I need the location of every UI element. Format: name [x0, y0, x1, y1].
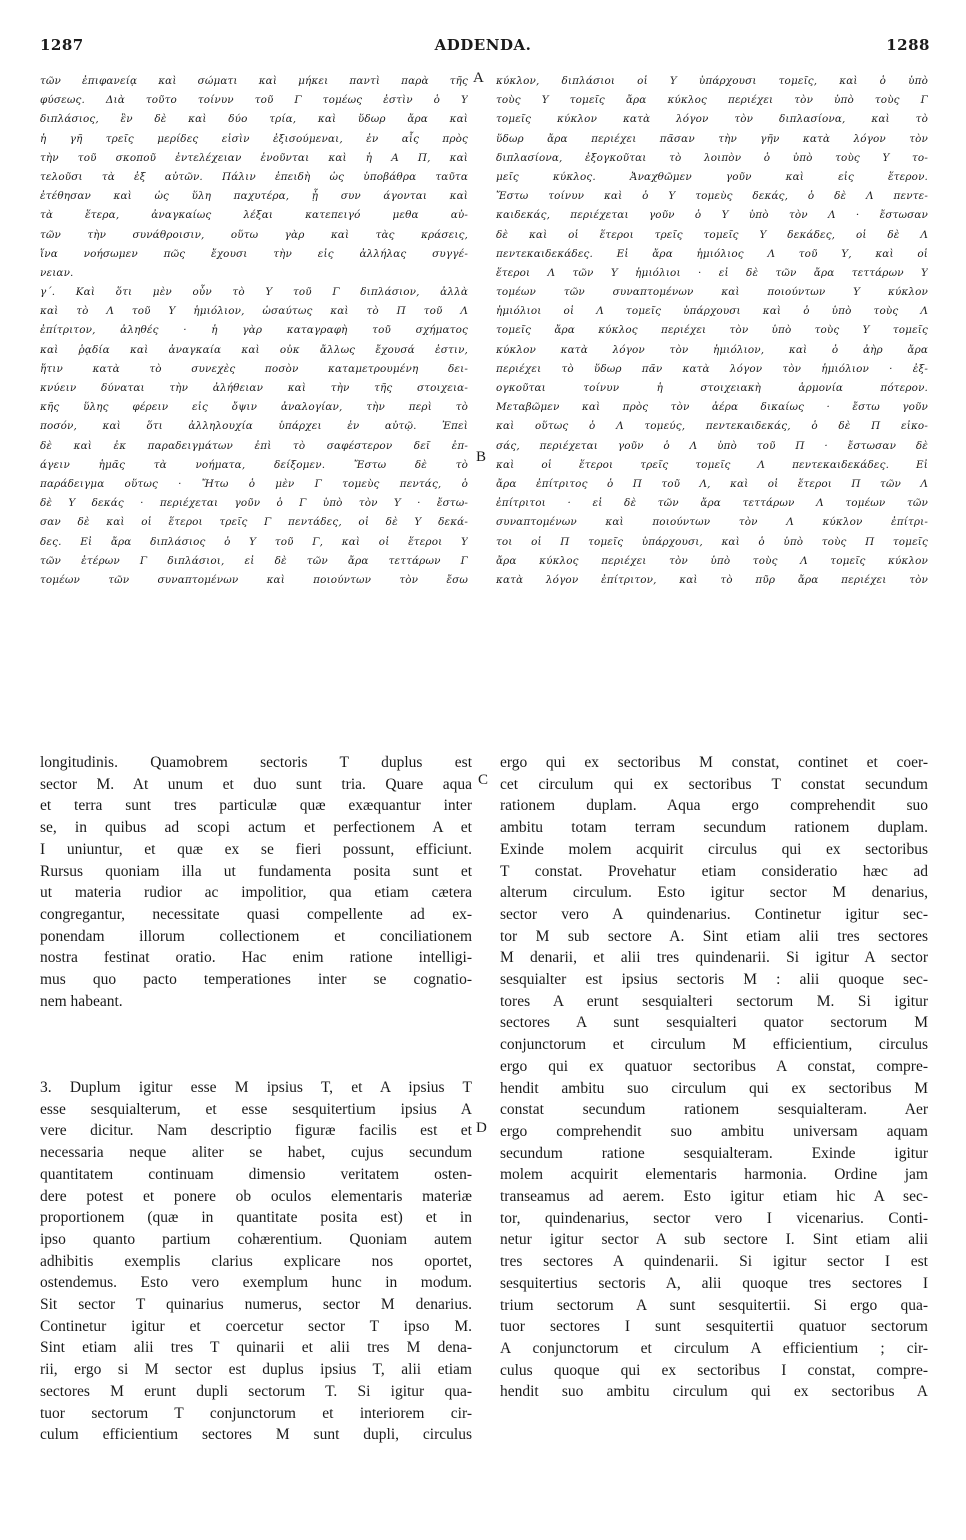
text-line: τὰ ἕτερα, ἀναγκαίως λέξαι κατεπειγό μεθα αὐ- — [40, 209, 468, 222]
text-line: ἡ γῆ τρεῖς μερίδες εἰσὶν ἐξισούμεναι, ἐν αἷς πρὸς — [40, 132, 468, 145]
text-line: dere potest et ponere ob oculos elementaris materiæ — [40, 1187, 472, 1205]
text-line: tres sectores A quindenarii. Si igitur sector I est — [500, 1253, 928, 1271]
text-line: τὴν τοῦ σκοποῦ ἐντελέχειαν ἑνοῦνται καὶ ἡ Α Π, καὶ — [40, 151, 468, 164]
text-line: ἐπίτριτον, ἀληθές · ἡ γὰρ καταγραφὴ τοῦ σχήματος — [40, 324, 468, 337]
text-line: δὲ καὶ οἱ ἕτεροι τρεῖς τομεῖς Υ δεκάδες, οἱ δὲ Λ — [496, 228, 928, 241]
text-line: τομεῖς κύκλον κατὰ λόγον τὸν διπλασίονα, καὶ τὸ — [496, 113, 928, 126]
text-line: πεντεκαιδεκάδες. Εἰ ἄρα ἡμιόλιος Λ τοῦ Υ, καὶ οἱ — [496, 247, 928, 260]
text-line: καὶ ῥᾳδία καὶ ἀναγκαία καὶ οὐκ ἄλλως ἔχουσά ἐστιν, — [40, 343, 468, 356]
greek-column-left — [40, 72, 468, 590]
text-line: κύκλον κατὰ λόγον τὸν ἡμιόλιον, καὶ ὁ ἀὴρ ἄρα — [496, 343, 928, 356]
text-line: ergo qui ex quatuor sectoribus A constat, compre- — [500, 1057, 928, 1075]
text-line: Rursus quoniam illa ut fundamenta posita sunt et — [40, 862, 472, 880]
text-line: τοὺς Υ τομεῖς ἄρα κύκλος περιέχει τὸν ὑπὸ τοὺς Γ — [496, 94, 928, 107]
text-line: transeamus ad aerem. Esto igitur etiam hic A sec- — [500, 1188, 928, 1206]
text-line: τῶν ἑτέρων Γ διπλάσιοι, εἰ δὲ τῶν ἄρα τεττάρων Γ — [40, 554, 468, 567]
text-line: ἵνα νοήσωμεν πῶς ἔχουσι τὴν εἰς ἀλλήλας συγγέ- — [40, 247, 468, 260]
text-line: Exinde molem acquirit circulus qui ex sectoribus — [500, 840, 928, 858]
text-line: tuor sectores I sunt sesquitertii quatuor sectorum — [500, 1318, 928, 1336]
text-line: esse sesquialterum, et esse sesquitertium ipsius A — [40, 1100, 472, 1118]
text-line: nem habeant. — [40, 992, 123, 1010]
text-line: παράδειγμα οὕτως · Ἤτω ὁ μὲν Γ τομεὺς πεντάς, ὁ — [40, 477, 468, 490]
text-line: νειαν. — [40, 266, 74, 279]
text-line: culum efficientium sectores M sunt dupli, circulus — [40, 1426, 472, 1444]
text-line: κῆς ὕλης φέρειν εἰς ὄψιν ἀναλογίαν, τὴν περὶ τὸ — [40, 401, 468, 414]
right-page-number: 1288 — [886, 36, 930, 54]
text-line: ἐτέθησαν καὶ ὡς ὕλη παχυτέρα, ᾗ συν άγονται καὶ — [40, 190, 468, 203]
text-line: τοι οἱ Π τομεῖς ὑπάρχουσι, καὶ ὁ ὑπὸ τοὺς Π τομεῖς — [496, 535, 928, 548]
text-line: alterum circulum. Esto igitur sector M denarius, — [500, 884, 928, 902]
text-line: vere dicitur. Nam descriptio figuræ facilis est et — [40, 1122, 472, 1140]
text-line: κύκλον, διπλάσιοι οἱ Υ ὑπάρχουσι τομεῖς, καὶ ὁ ὑπὸ — [496, 75, 928, 87]
text-line: μεῖς κύκλος. Ἀναχθῶμεν γοῦν καὶ εἰς ἕτερον. — [496, 170, 928, 183]
text-line: sector M. At unum et duo sunt tria. Quare aqua — [40, 775, 472, 793]
text-line: δὲ καὶ ἐκ παραδειγμάτων ἐπὶ τὸ σαφέστερον δεῖ ἐπ- — [40, 439, 468, 452]
text-line: ὕδωρ ἄρα περιέχει πᾶσαν τὴν γῆν κατὰ λόγον τὸν — [496, 132, 928, 145]
text-line: necessaria neque aliter se habet, cujus secundum — [40, 1144, 472, 1162]
text-line: τῶν ἐπιφανείᾳ καὶ σώματι καὶ μήκει παντὶ παρὰ τῆς — [40, 75, 468, 87]
text-line: κατὰ λόγον ἐπίτριτον, καὶ τὸ πῦρ ἄρα περιέχει τὸν — [496, 573, 928, 586]
text-line: hendit ambitu suo circulum qui ex sectoribus M — [500, 1079, 928, 1097]
text-line: trium sectorum A sunt sesquitertii. Si ergo qua- — [500, 1296, 928, 1314]
margin-letter-d: D — [476, 1120, 487, 1136]
text-line: tor, quindenarius, sector vero I vicenarius. Conti- — [500, 1209, 928, 1227]
text-line: ergo comprehendit suo ambitu universam aquam — [500, 1122, 928, 1140]
text-line: M denarii, et alii tres quindenarii. Si igitur A sector — [500, 949, 928, 967]
text-line: sectores M erunt dupli sectorum T. Si igitur qua- — [40, 1382, 472, 1400]
text-line: ipso quanto partium cohærentium. Quoniam autem — [40, 1230, 472, 1248]
text-line: sectores A sunt sesquialteri quator sectorum M — [500, 1014, 928, 1032]
text-line: ἄρα ἐπίτριτος ὁ Π τοῦ Λ, καὶ οἱ ἕτεροι Π τῶν Λ — [496, 477, 928, 490]
text-line: Sit sector T quinarius numerus, sector M denarius. — [40, 1296, 472, 1314]
text-line: ἕτεροι Λ τῶν Υ ἡμιόλιοι · εἰ δὲ τῶν ἄρα τεττάρων Υ — [496, 266, 928, 279]
text-line: se, in quibus ad scopi actum et perfectionem A et — [40, 819, 472, 837]
text-line: σάς, περιέχεται γοῦν ὁ Λ ὑπὸ τοῦ Π · ἔστωσαν δὲ — [496, 439, 928, 452]
text-line: σαν δὲ καὶ οἱ ἕτεροι τρεῖς Γ πεντάδες, οἱ δὲ Υ δεκά- — [40, 516, 468, 529]
text-line: tuor sectorum T conjunctorum et interiorem cir- — [40, 1404, 472, 1422]
text-line: proportionem (quæ in quantitate posita est) et in — [40, 1209, 472, 1227]
text-line: netur igitur sector A sub sectore I. Sint etiam alii — [500, 1231, 928, 1249]
text-line: T constat. Provehatur etiam consideratio hæc ad — [500, 862, 928, 880]
text-line: περιέχει τὸ ὕδωρ πᾶν κατὰ λόγον τὸν ἡμιόλιον · ἐξ- — [496, 362, 928, 375]
text-line: ογκοῦται τοίνυν ἡ στοιχειακὴ ἁρμονία πότερον. — [496, 382, 928, 394]
text-line: conjunctorum et circulum M efficientium, circulus — [500, 1036, 928, 1054]
text-line: et terra sunt tres particulæ quæ exæquantur inter — [40, 797, 472, 815]
text-line: tor M sub sectore A. Sint etiam alii tres sectores — [500, 927, 928, 945]
text-line: secundum ratione sesquialteram. Exinde igitur — [500, 1144, 928, 1162]
text-line: ambitu totam terram secundum rationem duplam. — [500, 819, 928, 837]
text-line: hendit suo ambitu circulum qui ex sectoribus A — [500, 1383, 928, 1401]
text-line: τελοῦσι τὰ ἐξ αὐτῶν. Πάλιν ἐπειδὴ ὡς ὑποβάθρα ταῦτα — [40, 170, 468, 183]
text-line: ut materia rudior ac impolitior, qua etiam cætera — [40, 884, 472, 902]
text-line: ἄρα κύκλος περιέχει τὸν ὑπὸ τοὺς Λ τομεῖς κύκλον — [496, 554, 928, 567]
text-line: sector vero A quindenarius. Continetur igitur sec- — [500, 905, 928, 923]
margin-letter-c: C — [478, 772, 489, 788]
text-line: τῶν τὴν συνάθροισιν, οὕτω γὰρ καὶ τὰς κράσεις, — [40, 228, 468, 241]
text-line: ostendemus. Esto vero exemplum hunc in modum. — [40, 1274, 472, 1292]
text-line: adhibitis exemplis clarius explicare nos oportet, — [40, 1252, 472, 1270]
text-line: συναπτομένων καὶ ποιούντων τὸν Λ κύκλον ἐπίτρι- — [496, 516, 928, 529]
text-line: nostra festinat oratio. Hac enim ratione intelligi- — [40, 949, 472, 967]
running-title: ADDENDA. — [434, 36, 532, 54]
text-line: φύσεως. Διὰ τοῦτο τοίνυν τοῦ Γ τομέως ἐστὶν ὁ Υ — [40, 94, 468, 107]
text-line: ποσόν, καὶ ὅτι ἀλληλουχία ὑπάρχει ἐν αὐτῷ. Ἐπεὶ — [40, 420, 468, 433]
text-line: 3. Duplum igitur esse M ipsius T, et A ipsius T — [40, 1079, 472, 1096]
text-line: I uniuntur, et quæ ex se fieri possunt, efficiunt. — [40, 840, 472, 858]
left-page-number: 1287 — [40, 36, 84, 54]
latin-paragraph-left-1 — [40, 752, 472, 1012]
text-line: ἡμιόλιοι οἱ Λ τομεῖς ὑπάρχουσι καὶ ὁ ὑπὸ τοὺς Λ — [496, 305, 928, 318]
text-line: congregantur, necessitate quasi compellente ad ex- — [40, 905, 472, 923]
greek-column-right — [496, 72, 928, 590]
text-line: longitudinis. Quamobrem sectoris T duplus est — [40, 754, 472, 771]
latin-column-right — [500, 752, 928, 1403]
text-line: γ΄. Καὶ ὅτι μὲν οὖν τὸ Υ τοῦ Γ διπλάσιον, ἀλλὰ — [40, 286, 468, 299]
text-line: quantitatem continuam dimensio veritatem osten- — [40, 1165, 472, 1183]
text-line: Sint etiam alii tres T quinarii et alii tres M dena- — [40, 1339, 472, 1357]
text-line: ponendam illorum collectionem et conciliationem — [40, 927, 472, 945]
margin-letter-b: B — [476, 449, 487, 465]
margin-letter-a: A — [473, 70, 484, 86]
text-line: δες. Εἰ ἄρα διπλάσιος ὁ Υ τοῦ Γ, καὶ οἱ ἕτεροι Υ — [40, 535, 468, 548]
text-line: A conjunctorum et circulum A efficientium ; cir- — [500, 1339, 928, 1357]
text-line: τομέων τῶν συναπτομένων καὶ ποιούντων Υ κύκλον — [496, 286, 928, 299]
text-line: καὶ οὕτως ὁ Λ τομεύς, πεντεκαιδεκάς, ὁ δὲ Π εἰκο- — [496, 420, 928, 433]
text-line: mus quo pacto temperationes inter se cognatio- — [40, 971, 472, 989]
text-line: τομεῖς ἄρα κύκλος περιέχει τὸν ὑπὸ τοὺς Υ τομεῖς — [496, 324, 928, 337]
text-line: Continetur igitur et coercetur sector T ipso M. — [40, 1317, 472, 1335]
text-line: καὶ τὸ Λ τοῦ Υ ἡμιόλιον, ὡσαύτως καὶ τὸ Π τοῦ Λ — [40, 305, 468, 318]
text-line: sesquialter est ipsius sectoris M : alii quoque sec- — [500, 971, 928, 989]
text-line: δὲ Υ δεκάς · περιέχεται γοῦν ὁ Γ ὑπὸ τὸν Υ · ἔστω- — [40, 497, 468, 510]
text-line: κνύειν δύναται τὴν ἀλήθειαν καὶ τὴν τῆς στοιχεια- — [40, 382, 468, 394]
text-line: ἥτιν κατὰ τὸ συνεχὲς ποσὸν καταμετρουμένη δει- — [40, 362, 468, 375]
text-line: διπλασίονα, ἐξογκοῦται τὸ λοιπὸν ὁ ὑπὸ τοὺς Υ το- — [496, 151, 928, 164]
text-line: τομέων τῶν συναπτομένων καὶ ποιούντων τὸν ἔσω — [40, 573, 468, 586]
text-line: rationem duplam. Aqua ergo comprehendit suo — [500, 797, 928, 815]
text-line: καιδεκάς, περιέχεται γοῦν ὁ Υ ὑπὸ τὸν Λ · ἔστωσαν — [496, 209, 928, 222]
latin-paragraph-left-2 — [40, 1077, 472, 1446]
text-line: διπλάσιος, ἓν δὲ καὶ δύο τρία, καὶ ὕδωρ ἄρα καὶ — [40, 113, 468, 126]
text-line: ἐπίτριτοι · εἰ δὲ τῶν ἄρα τεττάρων Λ τομέων τῶν — [496, 497, 928, 510]
text-line: Μεταβῶμεν καὶ πρὸς τὸν ἀέρα δικαίως · ἔστω γοῦν — [496, 401, 928, 414]
text-line: Ἔστω τοίνυν καὶ ὁ Υ τομεὺς δεκάς, ὁ δὲ Λ πεντε- — [496, 190, 928, 203]
text-line: sesquitertius sectoris A, alii quoque tres sectores I — [500, 1274, 928, 1292]
text-line: άγειν ἡμᾶς τὰ νοήματα, δείξομεν. Ἔστω δὲ τὸ — [40, 458, 468, 471]
text-line: καὶ οἱ ἕτεροι τρεῖς τομεῖς Λ πεντεκαιδεκάδες. Εἰ — [496, 458, 928, 471]
text-line: constat secundum rationem sesquialteram. Aer — [500, 1101, 928, 1119]
text-line: cet circulum qui ex sectoribus T constat secundum — [500, 775, 928, 793]
text-line: culus quoque qui ex sectoribus I constat, compre- — [500, 1361, 928, 1379]
text-line: tores A erunt sesquialteri sectorum M. Si igitur — [500, 992, 928, 1010]
text-line: molem acquirit elementaris harmonia. Ordine jam — [500, 1166, 928, 1184]
text-line: ergo qui ex sectoribus M constat, continet et coer- — [500, 754, 928, 771]
text-line: rii, ergo si M sector est duplus ipsius T, alii etiam — [40, 1361, 472, 1379]
